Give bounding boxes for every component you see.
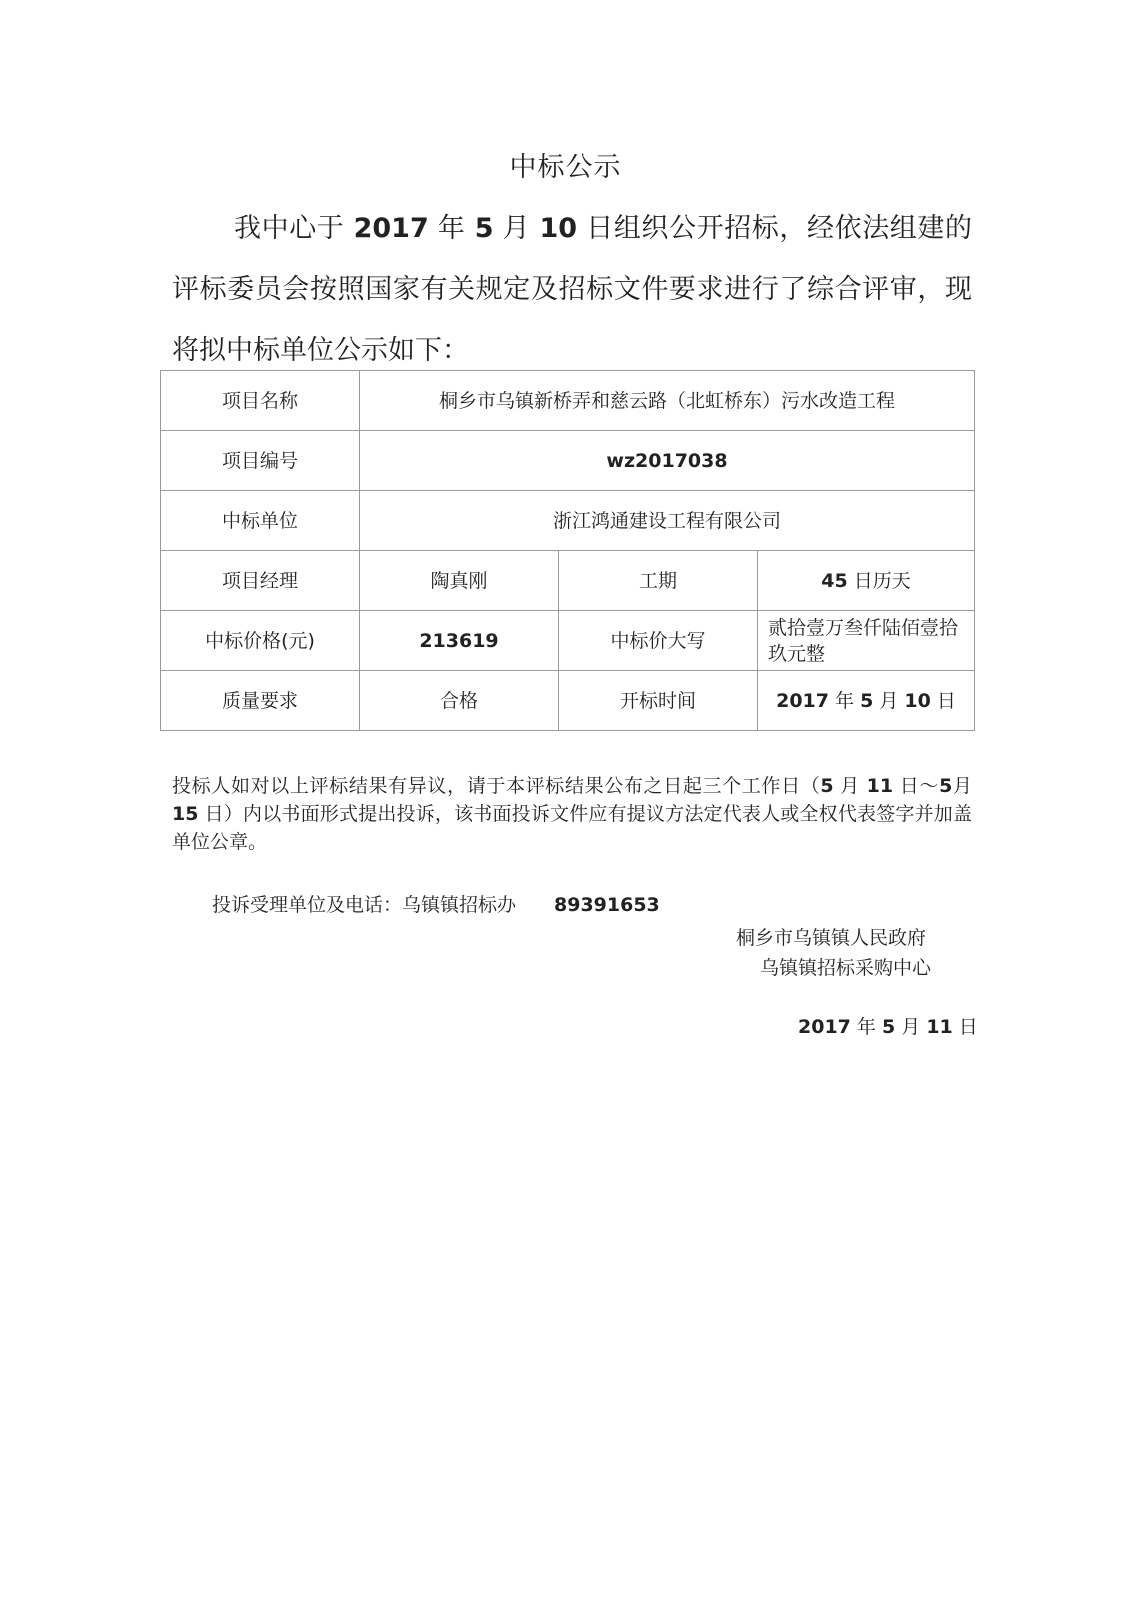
contact-label: 投诉受理单位及电话：乌镇镇招标办 (212, 894, 517, 916)
intro-text-1: 我中心于 (234, 213, 354, 244)
open-month-unit: 月 (873, 689, 905, 712)
date-day-unit: 日 (952, 1016, 978, 1038)
objection-num-2: 11 (866, 775, 894, 797)
date-day: 11 (926, 1016, 953, 1038)
quality-label: 质量要求 (161, 671, 360, 731)
table-row (161, 491, 975, 551)
table-row (161, 431, 975, 491)
intro-month: 5 (474, 213, 494, 244)
project-name-value: 桐乡市乌镇新桥弄和慈云路（北虹桥东）污水改造工程 (360, 371, 975, 431)
intro-text-3: 月 (493, 213, 540, 244)
objection-text-3: 日～ (893, 775, 940, 797)
open-day: 10 (904, 689, 931, 712)
intro-day: 10 (539, 213, 578, 244)
table-row (161, 371, 975, 431)
table-row (161, 551, 975, 611)
price-upper-label: 中标价大写 (559, 611, 758, 671)
objection-paragraph (172, 772, 972, 856)
intro-paragraph (172, 198, 972, 381)
signature-procurement-center: 乌镇镇招标采购中心 (760, 957, 932, 979)
intro-text-2: 年 (428, 213, 475, 244)
open-day-unit: 日 (930, 689, 956, 712)
date-year-unit: 年 (850, 1016, 882, 1038)
objection-num-1: 5 (820, 775, 834, 797)
project-no-label: 项目编号 (161, 431, 360, 491)
complaint-contact (212, 890, 660, 917)
open-year: 2017 (776, 689, 829, 712)
intro-text-4: 日组织公开招标，经依法组建的评标委员会按照国家有关规定及招标文件要求进行了综合评审，现将拟中标单位公示如下： (172, 213, 972, 366)
winner-label: 中标单位 (161, 491, 360, 551)
duration-label: 工期 (559, 551, 758, 611)
objection-text-5: 日）内以书面形式提出投诉，该书面投诉文件应有提议方法定代表人或全权代表签字并加盖单位公章。 (172, 803, 972, 853)
objection-num-4: 15 (172, 803, 199, 825)
price-label: 中标价格(元) (161, 611, 360, 671)
intro-year: 2017 (353, 213, 429, 244)
duration-unit: 日历天 (847, 569, 911, 592)
quality-value: 合格 (360, 671, 559, 731)
date-year: 2017 (798, 1016, 851, 1038)
open-time-value (758, 671, 975, 731)
signature-government: 桐乡市乌镇镇人民政府 (736, 927, 927, 949)
winner-value: 浙江鸿通建设工程有限公司 (360, 491, 975, 551)
project-name-label: 项目名称 (161, 371, 360, 431)
page-title: 中标公示 (509, 152, 622, 183)
date-month: 5 (881, 1016, 896, 1038)
issue-date (798, 1012, 978, 1039)
date-month-unit: 月 (895, 1016, 927, 1038)
price-upper-value: 贰拾壹万叁仟陆佰壹拾玖元整 (758, 611, 975, 671)
duration-number: 45 (821, 569, 848, 592)
objection-text-2: 月 (833, 775, 867, 797)
open-month: 5 (860, 689, 874, 712)
table-row (161, 611, 975, 671)
result-table (160, 370, 975, 731)
table-row (161, 671, 975, 731)
contact-phone: 89391653 (554, 894, 660, 916)
project-no-value: wz2017038 (360, 431, 975, 491)
manager-value: 陶真刚 (360, 551, 559, 611)
price-value: 213619 (360, 611, 559, 671)
duration-value (758, 551, 975, 611)
open-time-label: 开标时间 (559, 671, 758, 731)
objection-text-4: 月 (952, 775, 972, 797)
manager-label: 项目经理 (161, 551, 360, 611)
open-year-unit: 年 (828, 689, 861, 712)
objection-num-3: 5 (939, 775, 953, 797)
objection-text-1: 投标人如对以上评标结果有异议，请于本评标结果公布之日起三个工作日（ (172, 775, 821, 797)
